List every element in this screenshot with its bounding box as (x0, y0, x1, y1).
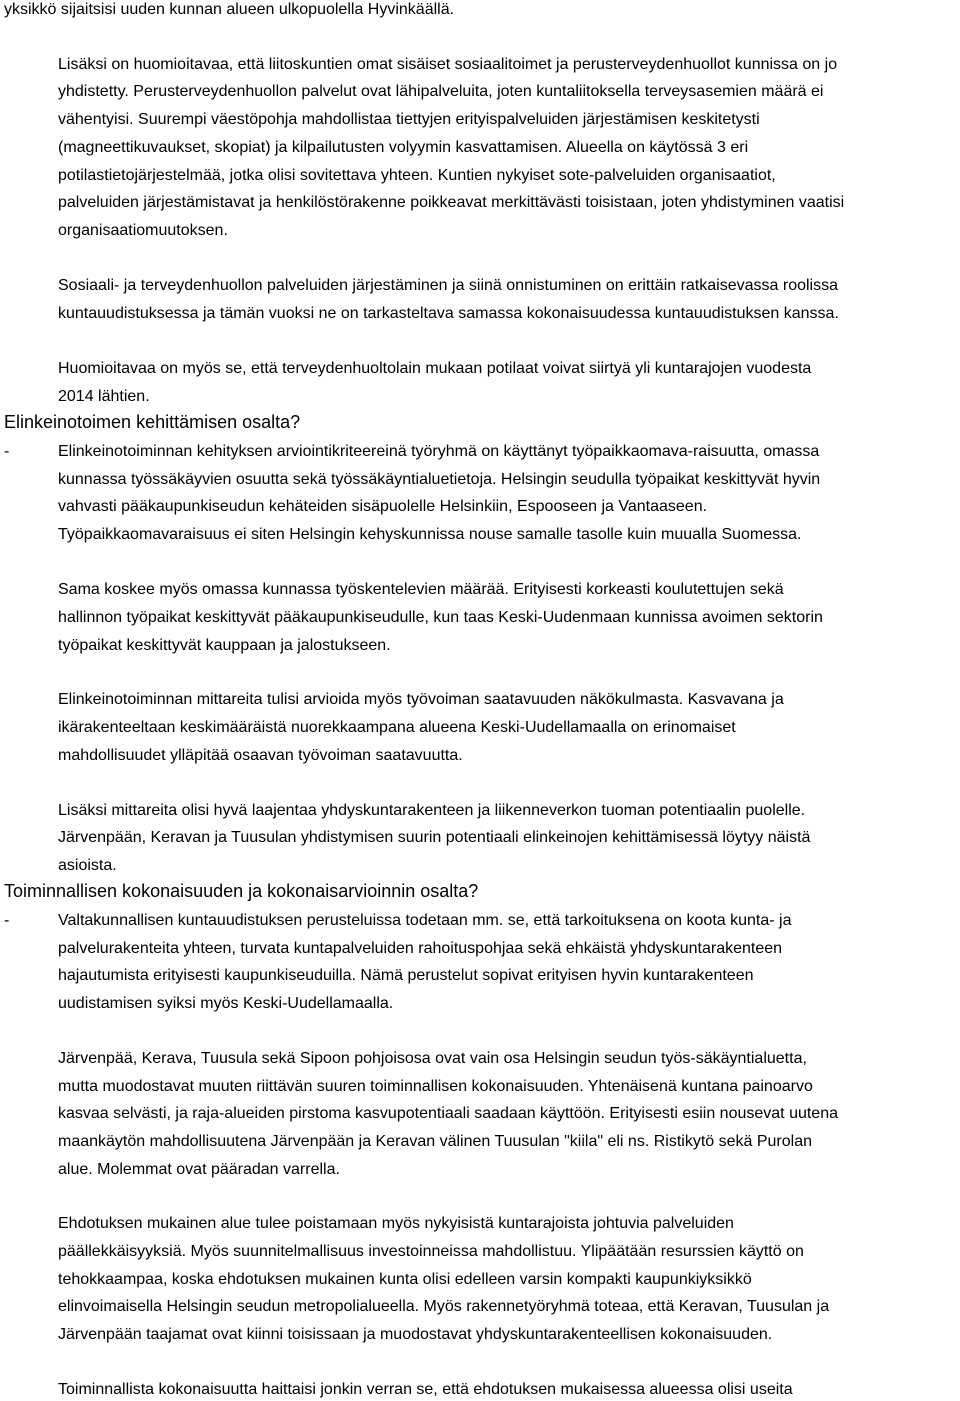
text-line: vahvasti pääkaupunkiseudun kehäteiden sisäpuolelle Helsinkiin, Espooseen ja Vantaaseen. (58, 498, 708, 515)
text-line: Järvenpää, Kerava, Tuusula sekä Sipoon pohjoisosa ovat vain osa Helsingin seudun työs-säkäyntialuetta, (58, 1050, 807, 1067)
text-line: mahdollisuudet ylläpitää osaavan työvoiman saatavuutta. (58, 747, 463, 764)
text-line: vähentyisi. Suurempi väestöpohja mahdollistaa tiettyjen erityispalveluiden järjestämisen keskitetysti (58, 111, 760, 128)
text-line: palveluiden järjestämistavat ja henkilöstörakenne poikkeavat merkittävästi toisistaan, joten yhdistyminen vaatisi (58, 194, 845, 211)
text-line: työpaikat keskittyvät kauppaan ja jalostukseen. (58, 637, 391, 654)
text-line: alue. Molemmat ovat pääradan varrella. (58, 1161, 340, 1178)
text-line: Työpaikkaomavaraisuus ei siten Helsingin kehyskunnissa nouse samalle tasolle kuin muualla Suomessa. (58, 526, 802, 543)
text-line: palvelurakenteita yhteen, turvata kuntapalveluiden rahoituspohjaa sekä ehkäistä yhdyskuntarakenteen (58, 940, 783, 957)
text-line: tehokkaampaa, koska ehdotuksen mukainen kunta olisi edelleen varsin kompakti kaupunkiyksikkö (58, 1271, 752, 1288)
text-line: Ehdotuksen mukainen alue tulee poistamaan myös nykyisistä kuntarajoista johtuvia palveluiden (58, 1215, 734, 1232)
text-line: kunnassa työssäkäyvien osuutta sekä työssäkäyntialuetietoja. Helsingin seudulla työpaikat keskittyvät hyvin (58, 471, 821, 488)
text-line: hajautumista erityisesti kaupunkiseuduilla. Nämä perustelut sopivat erityisen hyvin kuntarakenteen (58, 967, 754, 984)
text-line: Lisäksi on huomioitavaa, että liitoskuntien omat sisäiset sosiaalitoimet ja perusterveydenhuollot kunnissa on jo (58, 56, 838, 73)
text-line: kuntauudistuksessa ja tämän vuoksi ne on tarkasteltava samassa kokonaisuudessa kuntauudistuksen kanssa. (58, 305, 839, 322)
text-line: Elinkeinotoiminnan kehityksen arviointikriteereinä työryhmä on käyttänyt työpaikkaomava-raisuutta, omassa (58, 443, 820, 460)
text-line: Huomioitavaa on myös se, että terveydenhuoltolain mukaan potilaat voivat siirtyä yli kuntarajojen vuodesta (58, 360, 812, 377)
text-line: mutta muodostavat muuten riittävän suuren toiminnallisen kokonaisuuden. Yhtenäisenä kuntana painoarvo (58, 1078, 813, 1095)
text-line: Toiminnallista kokonaisuutta haittaisi jonkin verran se, että ehdotuksen mukaisessa alueessa olisi useita (58, 1381, 793, 1398)
section-heading-toiminnallinen-kokonaisuus: Toiminnallisen kokonaisuuden ja kokonaisarvioinnin osalta? (4, 881, 479, 901)
text-line: Järvenpään taajamat ovat kiinni toisissaan ja muodostavat yhdyskuntarakenteellisen kokonaisuuden. (58, 1326, 773, 1343)
text-line: päällekkäisyyksiä. Myös suunnitelmallisuus investoinneissa mahdollistuu. Ylipäätään resurssien käyttö on (58, 1243, 804, 1260)
text-line: 2014 lähtien. (58, 388, 150, 405)
text-line: Sama koskee myös omassa kunnassa työskentelevien määrää. Erityisesti korkeasti koulutettujen sekä (58, 581, 784, 598)
text-line: Lisäksi mittareita olisi hyvä laajentaa yhdyskuntarakenteen ja liikenneverkon tuoman potentiaalin puolelle. (58, 802, 806, 819)
text-line: kasvaa selvästi, ja raja-alueiden pirstoma kasvupotentiaali saadaan käyttöön. Erityisesti esiin nousevat uutena (58, 1105, 838, 1122)
text-line: ikärakenteeltaan keskimääräistä nuorekkaampana alueena Keski-Uudellamaalla on erinomaiset (58, 719, 736, 736)
text-line: Järvenpään, Keravan ja Tuusulan yhdistymisen suurin potentiaali elinkeinojen kehittämisessä löytyy näistä (58, 829, 811, 846)
text-line: organisaatiomuutoksen. (58, 222, 228, 239)
intro-line: yksikkö sijaitsisi uuden kunnan alueen ulkopuolella Hyvinkäällä. (4, 1, 455, 18)
text-line: Sosiaali- ja terveydenhuollon palveluiden järjestäminen ja siinä onnistuminen on erittäin ratkaisevassa roolissa (58, 277, 838, 294)
text-line: potilastietojärjestelmää, jotka olisi sovitettava yhteen. Kuntien nykyiset sote-palveluiden organisaatiot, (58, 167, 776, 184)
text-line: uudistamisen syiksi myös Keski-Uudellamaalla. (58, 995, 394, 1012)
text-line: maankäytön mahdollisuutena Järvenpään ja Keravan välinen Tuusulan "kiila" eli ns. Ristikytö sekä Purolan (58, 1133, 813, 1150)
bullet-dash: - (4, 443, 10, 460)
section-heading-elinkeinotoimi: Elinkeinotoimen kehittämisen osalta? (4, 412, 301, 432)
text-line: asioista. (58, 857, 117, 874)
text-line: elinvoimaisella Helsingin seudun metropolialueella. Myös rakennetyöryhmä toteaa, että Keravan, Tuusulan ja (58, 1298, 830, 1315)
text-line: Elinkeinotoiminnan mittareita tulisi arvioida myös työvoiman saatavuuden näkökulmasta. Kasvavana ja (58, 691, 784, 708)
text-line: yhdistetty. Perusterveydenhuollon palvelut ovat lähipalveluita, joten kuntaliitoksella terveysasemien määrä ei (58, 83, 824, 100)
bullet-dash: - (4, 912, 10, 929)
text-line: (magneettikuvaukset, skopiat) ja kilpailutusten volyymin kasvattamisen. Alueella on käytössä 3 eri (58, 139, 749, 156)
text-line: hallinnon työpaikat keskittyvät pääkaupunkiseudulle, kun taas Keski-Uudenmaan kunnissa avoimen sektorin (58, 609, 823, 626)
text-line: Valtakunnallisen kuntauudistuksen perusteluissa todetaan mm. se, että tarkoituksena on koota kunta- ja (58, 912, 792, 929)
